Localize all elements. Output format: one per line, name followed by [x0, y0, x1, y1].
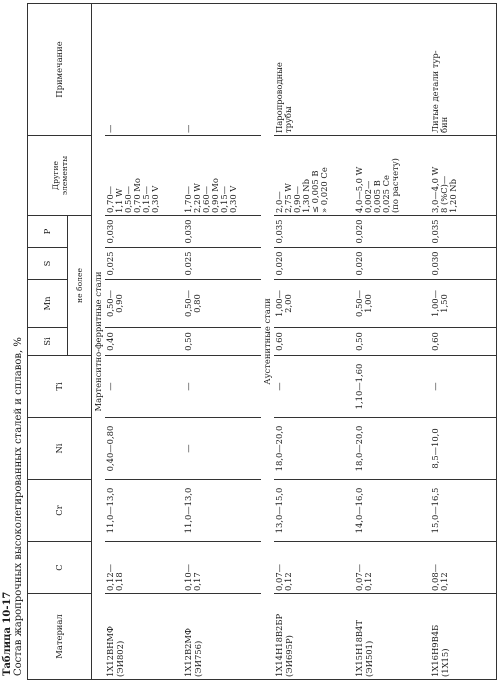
cell-line: 11,0—13,0 [105, 487, 115, 534]
cell-cr [105, 480, 183, 542]
cell-material [105, 594, 183, 680]
cell-line: ≤ 0,005 B [310, 170, 320, 213]
cell-note [354, 4, 430, 136]
cell-c [274, 542, 354, 594]
composition-table [27, 3, 497, 680]
cell-other [105, 136, 183, 216]
cell-ti [105, 356, 183, 418]
cell-line: 0,035 [430, 219, 440, 244]
cell-line: 0,50 [354, 332, 364, 351]
cell-si [354, 328, 430, 356]
cell-line: 0,002— [363, 180, 373, 213]
cell-line: 0,50— [105, 289, 115, 318]
cell-line: 0,15— [219, 185, 229, 213]
cell-note [105, 4, 183, 136]
cell-line: 0,005 B [372, 180, 382, 213]
cell-line: (ЭИ695P) [284, 635, 294, 677]
cell-line: 0,025 [183, 251, 193, 276]
cell-line: 0,80 [192, 294, 202, 313]
cell-line: 0,07— [354, 563, 364, 591]
cell-line: 8,5—10,0 [430, 428, 440, 469]
cell-s [430, 248, 496, 280]
cell-mn [354, 280, 430, 328]
cell-line: 1,30 Nb [301, 179, 311, 213]
header-other-line: Другие [50, 160, 60, 191]
cell-line: 0,020 [274, 251, 284, 276]
cell-si [274, 328, 354, 356]
cell-line: 0,30 V [150, 185, 160, 213]
cell-line: 1,00 [363, 294, 373, 313]
cell-c [105, 542, 183, 594]
cell-mn [430, 280, 496, 328]
cell-line: 1,00— [274, 289, 284, 318]
cell-p [274, 216, 354, 248]
cell-line: — [105, 124, 115, 133]
cell-line: 1,1 W [114, 188, 124, 213]
cell-other [274, 136, 354, 216]
table-row [274, 4, 354, 680]
cell-line: 0,08— [430, 563, 440, 591]
cell-line: 0,15— [141, 185, 151, 213]
header-other-line: элементы [59, 155, 69, 196]
cell-line: 1X16H9B4Б [430, 624, 440, 677]
cell-line: — [274, 382, 284, 391]
cell-line: 0,12 [363, 572, 373, 591]
cell-line: 0,020 [354, 251, 364, 276]
cell-line: — [430, 382, 440, 391]
cell-line: 13,0—15,0 [274, 487, 284, 534]
cell-line: (по расчету) [390, 158, 400, 213]
header-material: Материал [28, 594, 92, 680]
header-ti: Ti [28, 356, 92, 418]
cell-note [430, 4, 496, 136]
table-number: Таблица 10-17 [2, 591, 13, 676]
cell-line: 0,17 [192, 572, 202, 591]
cell-line: — [105, 382, 115, 391]
cell-line: 1,50 [439, 294, 449, 313]
cell-ni [183, 418, 261, 480]
cell-material [274, 594, 354, 680]
cell-line: Литые детали тур- [430, 50, 440, 133]
cell-material [354, 594, 430, 680]
cell-ni [274, 418, 354, 480]
cell-line: 0,90 [114, 294, 124, 313]
cell-other [354, 136, 430, 216]
cell-line: 0,030 [105, 219, 115, 244]
cell-line: 1,70— [183, 185, 193, 213]
cell-cr [274, 480, 354, 542]
cell-p [430, 216, 496, 248]
cell-line: бин [439, 116, 449, 133]
cell-line: 0,60 [430, 332, 440, 351]
cell-si [105, 328, 183, 356]
cell-ti [430, 356, 496, 418]
cell-line: 1X15H18B4T [354, 620, 364, 677]
cell-note [274, 4, 354, 136]
cell-line: (ЭИ501) [364, 640, 374, 677]
header-p: P [28, 216, 68, 248]
table-header [28, 4, 92, 680]
cell-line: 0,030 [183, 219, 193, 244]
cell-line: (ЭИ756) [193, 640, 203, 677]
cell-ti [354, 356, 430, 418]
cell-ni [430, 418, 496, 480]
cell-line: 0,030 [430, 251, 440, 276]
table-row [354, 4, 430, 680]
cell-c [183, 542, 261, 594]
cell-s [183, 248, 261, 280]
cell-line: 0,50— [354, 289, 364, 318]
table-row [430, 4, 496, 680]
cell-line: 1X14H18B2БP [274, 613, 284, 677]
table-body [92, 4, 497, 680]
cell-line: 0,30 V [228, 185, 238, 213]
cell-line: 1X12BHMФ [105, 626, 115, 677]
section-label: Мартенситно-ферритные стали [92, 4, 106, 680]
section-austenitic [261, 4, 274, 680]
cell-line: 1,00— [430, 289, 440, 318]
cell-cr [430, 480, 496, 542]
cell-ni [105, 418, 183, 480]
header-mn: Mn [28, 280, 68, 328]
cell-other [430, 136, 496, 216]
cell-material [430, 594, 496, 680]
cell-line: 18,0—20,0 [354, 425, 364, 472]
cell-line: » 0,020 Ce [319, 167, 329, 213]
cell-line: 0,90— [292, 185, 302, 213]
cell-line: 1,20 Nb [448, 179, 458, 213]
cell-cr [354, 480, 430, 542]
cell-line: 0,60 [274, 332, 284, 351]
cell-si [183, 328, 261, 356]
table-row [183, 4, 261, 680]
cell-mn [105, 280, 183, 328]
header-c: C [28, 542, 92, 594]
cell-line: 0,020 [354, 219, 364, 244]
cell-line: (1X15) [440, 648, 450, 677]
cell-line: 0,025 Ce [381, 174, 391, 213]
cell-ni [354, 418, 430, 480]
header-not-more: не более [68, 216, 92, 356]
cell-line: 2,0— [274, 191, 284, 213]
cell-line: 0,90 Mo [210, 178, 220, 213]
header-ni: Ni [28, 418, 92, 480]
header-si: Si [28, 328, 68, 356]
header-other-elements [28, 136, 92, 216]
cell-line: 4,0—5,0 W [354, 166, 364, 213]
cell-line: 2,20 W [192, 183, 202, 213]
cell-line: — [183, 124, 193, 133]
cell-p [354, 216, 430, 248]
cell-other [183, 136, 261, 216]
cell-line: 0,10— [183, 563, 193, 591]
cell-ti [274, 356, 354, 418]
cell-line: 0,50— [123, 185, 133, 213]
cell-line: — [183, 444, 193, 453]
cell-line: 0,70— [105, 185, 115, 213]
cell-note [183, 4, 261, 136]
section-label: Аустенитные стали [261, 4, 274, 680]
cell-line: 14,0—16,0 [354, 487, 364, 534]
cell-line: 0,12 [439, 572, 449, 591]
cell-line: 0,70 Mo [132, 178, 142, 213]
cell-line: 0,40 [105, 332, 115, 351]
cell-line: 1X12B2MФ [183, 628, 193, 677]
table-row [105, 4, 183, 680]
cell-line: 0,025 [105, 251, 115, 276]
cell-material [183, 594, 261, 680]
cell-line: 2,75 W [283, 183, 293, 213]
cell-line: 2,00 [283, 294, 293, 313]
cell-line: 0,50 [183, 332, 193, 351]
cell-line: 0,40—0,80 [105, 425, 115, 472]
cell-line: 0,18 [114, 572, 124, 591]
cell-line: 0,60— [201, 185, 211, 213]
cell-p [183, 216, 261, 248]
cell-cr [183, 480, 261, 542]
cell-p [105, 216, 183, 248]
cell-line: (ЭИ802) [115, 640, 125, 677]
cell-mn [274, 280, 354, 328]
table-title: Состав жаропрочных высоколегированных сталей и сплавов, % [13, 337, 24, 676]
cell-line: трубы [283, 106, 293, 133]
header-s: S [28, 248, 68, 280]
cell-c [430, 542, 496, 594]
section-martensitic [92, 4, 106, 680]
header-cr: Cr [28, 480, 92, 542]
cell-s [105, 248, 183, 280]
cell-line: 0,12— [105, 563, 115, 591]
cell-si [430, 328, 496, 356]
cell-line: 8 (%C)— [439, 175, 449, 213]
cell-ti [183, 356, 261, 418]
cell-line: Паропроводные [274, 62, 284, 133]
cell-s [274, 248, 354, 280]
cell-line: 11,0—13,0 [183, 487, 193, 534]
cell-line: 0,035 [274, 219, 284, 244]
cell-line: 15,0—16,5 [430, 487, 440, 534]
cell-line: 18,0—20,0 [274, 425, 284, 472]
cell-line: — [183, 382, 193, 391]
cell-mn [183, 280, 261, 328]
cell-line: 1,10—1,60 [354, 363, 364, 410]
cell-line: 0,12 [283, 572, 293, 591]
cell-line: 3,0—4,0 W [430, 166, 440, 213]
cell-line: 0,07— [274, 563, 284, 591]
cell-s [354, 248, 430, 280]
cell-line: 0,50— [183, 289, 193, 318]
cell-c [354, 542, 430, 594]
header-note: Примечание [28, 4, 92, 136]
